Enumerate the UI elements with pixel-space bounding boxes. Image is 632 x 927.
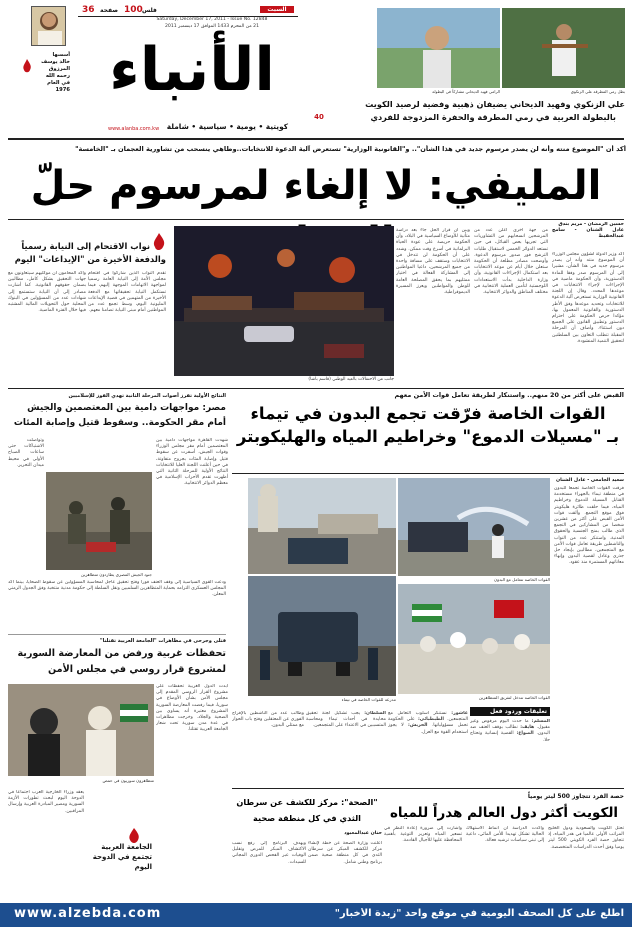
lead-headline[interactable]: المليفي: لا إلغاء لمرسوم حلّ	[30, 163, 602, 209]
egypt-column-3: ودعت القوى السياسية إلى وقف العنف فورا وفتح تحقيق عاجل لمحاسبة المسؤولين عن سقوط الضحايا، بينما أكد المجلس العسكري التزامه بحماية المتظاهرين السلميين ونقل السلطة إلى حكومة مدنية منتخبة وفق الجدول الزمني المعلن.	[8, 580, 226, 598]
left-top-icon	[152, 233, 166, 251]
bidoon-photo-1	[398, 478, 550, 576]
bidoon-caption-3: مدرعة للقوات الخاصة في تيماء	[341, 697, 396, 702]
teaser-photo-right	[502, 8, 625, 88]
lead-photo-caption: جانب من الاحتفالات بالعيد الوطني (قاسم باشا)	[308, 377, 394, 382]
bidoon-photo-3	[248, 576, 396, 696]
water-headline[interactable]: الكويت أكثر دول العالم هدراً للمياه	[389, 805, 619, 821]
egypt-syria-rule	[8, 634, 226, 635]
syria-column-1: أبدت الدول الغربية تحفظات على مشروع القرار الروسي المقدم إلى مجلس الأمن بشأن الأوضاع في سوريا، فيما رفضت المعارضة السورية المشروع معتبرة أنه يساوي بين الضحية والجلاد. وخرجت مظاهرات في عدة مدن سورية تحت شعار الجامعة العربية تقتلنا.	[156, 684, 228, 733]
bidoon-byline: سعيد الجامعي - عادل الشنان	[556, 478, 624, 483]
top-rule	[8, 138, 624, 140]
lower-rule	[232, 788, 624, 789]
lead-photo	[174, 226, 394, 376]
masthead	[0, 0, 632, 150]
bidoon-photo-4	[398, 584, 550, 694]
syria-headline-2[interactable]: لمشروع قرار روسي في مجلس الأمن	[48, 664, 226, 675]
teaser-headline-2[interactable]: بالبطولة العربية في رمي المطرقة والحفرة المزدوجة للفردي	[370, 112, 616, 122]
teaser-page-badge: 40	[314, 113, 324, 121]
founder-portrait	[31, 6, 66, 46]
bidoon-column-1: فرقت القوات الخاصة تجمعا للبدون في منطقة تيماء بالجهراء مستخدمة القنابل المسيلة للدموع وخراطيم المياه، فيما حلقت طائرة هليكوبتر فوق موقع التجمع. وألقت قوات الأمن القبض على أكثر من عشرين شخصا من المشاركين في التجمع الذي طالب بمنح الجنسية والحقوق المدنية. واستنكر عدد من النواب والناشطين طريقة تعامل قوات الأمن مع المتجمعين، مطالبين بإيجاد حل جذري وعادل لقضية البدون وإنهاء معاناتهم المستمرة منذ عقود.	[554, 486, 624, 566]
water-column-1: تحتل الكويت والسعودية ودول الخليج المراتب الأولى عالميا في هدر المياه، إذ تتجاوز حصة الفرد الكويتي 500 ليتر يوميا وفق أحدث الدراسات المتخصصة.	[548, 826, 624, 850]
water-column-2: وأكدت الدراسة أن أنماط الاستهلاك الحالية تشكل تهديدا للأمن المائي، داعية إلى تبني سياسات ترشيد فعالة.	[466, 826, 544, 844]
health-column-2: ويهدف البرنامج إلى رفع نسب الاكتشاف المبكر للمرض وتقليل الوفيات عبر الفحص الدوري المجاني للسيدات.	[232, 841, 306, 865]
date-ar: 21 من المحرم 1433 الموافق 17 ديسمبر 2011	[165, 24, 259, 29]
health-column-1: أعلنت وزارة الصحة عن خطة لإنشاء مركز للكشف المبكر عن سرطان الثدي في كل منطقة صحية ضمن برنامج وطني شامل.	[308, 841, 382, 865]
founder-note: أسسها خالد يوسف المرزوق رحمه الله في العام 1976	[41, 52, 70, 93]
bidoon-rule	[232, 473, 624, 474]
water-kicker[interactable]: حصة الفرد تتجاوز 500 ليتر يومياً	[527, 793, 624, 800]
left-top-title-1[interactable]: نواب الاقتحام إلى النيابة رسمياً	[21, 241, 150, 251]
egypt-photo	[46, 472, 152, 570]
comments-column-4: وطالب عدد من الناشطين بالإفراج الفوري عن المعتقلين وفتح باب الحوار مع ممثلي البدون.	[232, 711, 304, 729]
syria-column-2: يعقد وزراء الخارجية العرب اجتماعا في الدوحة اليوم لبحث تطورات الأزمة السورية ومصير المبادرة العربية وإرسال المراقبين.	[8, 790, 84, 814]
comments-column-3: السلطان: يجب تشكيل لجنة تحقيق محايدة في أحداث تيماء ومحاسبة المتسببين في الاعتداء على المتجمعين.	[306, 711, 386, 729]
egypt-column-2: وتواصلت الاشتباكات حتى ساعات الصباح الأولى في محيط ميدان التحرير.	[8, 438, 44, 468]
egypt-photo-caption: جنود الجيش المصري يطاردون متظاهرين	[81, 572, 152, 577]
lead-kicker[interactable]: أكد أن "الموضوع منته وأنه لن يصدر مرسوم جديد في هذا الشأن".. و"القانونية الوزارية" تستعرض آلية الدعوة للانتخابات..وطاهي ينسحب من تشاورية العجمان بـ "الخامسة"	[75, 145, 626, 153]
masthead-logo: الأنباء	[109, 35, 275, 105]
comments-title: تعليقات وردود فعل	[470, 707, 550, 716]
syria-kicker[interactable]: قتلى وجرحى في مظاهرات "الجامعة العربية تقتلنا"	[99, 638, 226, 644]
water-column-3: وأشارت إلى ضرورة إعادة النظر في تسعير المياه وتعزيز التوعية بأهمية المحافظة عليها للأجيال القادمة.	[384, 826, 462, 844]
bidoon-caption-1: القوات الخاصة تتعامل مع البدون	[494, 577, 550, 582]
lead-rule	[8, 219, 624, 220]
teaser-caption-right: بطل رمي المطرقة علي الزنكوي	[570, 89, 625, 94]
syria-side-box[interactable]: الجامعة العربية تجتمع في الدوحة اليوم	[92, 843, 152, 871]
health-headline[interactable]: الثدي في كل منطقة صحية	[253, 813, 361, 823]
bidoon-photo-2	[248, 478, 396, 574]
teaser-headline-1[interactable]: علي الزنكوي وفهيد الديحاني يضيفان ذهبية وفضية لرصيد الكويت	[365, 99, 625, 109]
egypt-column-1: شهدت القاهرة مواجهات دامية بين المعتصمين أمام مقر مجلس الوزراء وقوات الجيش، أسفرت عن سقوط قتيل وإصابة المئات بجروح متفاوتة، في حين أعلنت اللجنة العليا للانتخابات النتائج الأولية للمرحلة الثانية التي أظهرت تقدم الأحزاب الإسلامية في معظم الدوائر الانتخابية.	[156, 438, 228, 487]
site-url[interactable]: www.alanba.com.kw	[108, 126, 160, 132]
teaser-photo-left	[377, 8, 500, 88]
footer-banner[interactable]	[0, 903, 632, 927]
bidoon-caption-4: القوات الخاصة تتدخل لتفريق المتظاهرين	[478, 695, 550, 700]
lead-byline: حسين الرمضان - مريم بندق عادل الشنان - سامح عبدالحفيظ	[552, 222, 624, 240]
syria-photo	[8, 684, 154, 776]
teaser-caption-left: الرامي فهيد الديحاني مشاركاً في البطولة	[432, 89, 500, 94]
bidoon-headline-1[interactable]: القوات الخاصة فرّقت تجمع البدون في تيماء	[250, 404, 606, 423]
founder-flame-icon	[22, 58, 32, 72]
comments-column-1: المسلم: ما حدث اليوم مرفوض وغير مقبول. هايف: نطالب بوقف العنف ضد البدون. الصواغ: القضية إنسانية وتحتاج حلا.	[470, 719, 550, 743]
footer-slogan[interactable]: اطلع على كل الصحف اليومية في موقع واحد "زبدة الأخبار"	[334, 908, 624, 919]
footer-site[interactable]: www.alzebda.com	[14, 906, 162, 921]
bidoon-headline-2[interactable]: بـ "مسيلات الدموع" وخراطيم المياه والهليكوبتر	[236, 427, 620, 446]
left-top-column-2: وأكد المحامون أن موكليهم سيتعاونون مع جهات التحقيق بشكل كامل، مطالبين بضمان حقوقهم القانونية. كما أشارت مصادر إلى أن النيابة ستستمع إلى شهادات عدد من المسؤولين في البنوك المحلية حول التحويلات المالية المشتبه فيها خلال الفترة الماضية.	[8, 271, 86, 314]
issue-info-bar: 36 صفحة 100 فلس السبت	[78, 6, 298, 15]
syria-photo-caption: متظاهرون سوريون في حمص	[102, 778, 154, 783]
health-kicker[interactable]: "الصحة": مركز للكشف عن سرطان	[236, 797, 378, 807]
egypt-kicker[interactable]: النتائج الأولية تفرز أصوات المرحلة الثانية تهدي الفوز للإسلاميين	[68, 393, 226, 399]
lead-column-3: وبين أن قرار الحل جاء بعد دراسة متأنية للأوضاع السياسية في البلاد، وأن الحكومة حريصة على عودة الحياة البرلمانية في أسرع وقت ممكن. وشدد على أن الحكومة لن تتدخل في الانتخابات وستقف على مسافة واحدة من جميع المرشحين، داعيا المواطنين إلى المشاركة الفعالة في اختيار ممثليهم بما يحقق المصلحة العامة للوطن والمواطنين ويعزز المسيرة الديموقراطية.	[396, 228, 470, 296]
date-en: Saturday, December 17, 2011 - Issue No. 12848	[156, 17, 268, 22]
egypt-headline-1[interactable]: مصر: مواجهات دامية بين المعتصمين والجيش	[27, 403, 226, 413]
lead-column-1: أكد وزير الدولة لشؤون مجلس الوزراء أن الموضوع منته وأنه لن يصدر مرسوم جديد في هذا الشأن، مشيرا إلى أن المرسوم صدر وفقا للمادة الدستورية، وأن الحكومة ماضية في الإجراءات لإجراء الانتخابات في موعدها المحدد. وقال إن اللجنة القانونية الوزارية تستعرض آلية الدعوة للانتخابات وتحديد موعدها وفق الأطر الدستورية والقانونية المعمول بها، مؤكدا حرص الحكومة على احترام الدستور وتطبيق القانون على الجميع دون استثناء. وأضاف أن المرحلة المقبلة تتطلب التعاون بين السلطتين لتحقيق التنمية المنشودة.	[552, 252, 624, 344]
health-byline: حنان عبدالمعبود	[344, 831, 382, 836]
lead-column-2: من جهة أخرى أعلن عدد من المرشحين انسحابهم من التشاوريات التي تجريها بعض القبائل، في حين تستعد الدوائر الخمس لاستقبال طلبات الترشح فور صدور مرسوم الدعوة. وأوضحت مصادر مطلعة أن الحكومة ستعلن خلال أيام عن موعد الانتخابات بعد استكمال الإجراءات القانونية، وأن وزارة الداخلية بدأت الاستعدادات اللوجستية لتأمين العملية الانتخابية في مختلف المناطق والدوائر الانتخابية.	[474, 228, 548, 296]
left-top-title-2[interactable]: والدفعة الأخيرة من "الإيداعات" اليوم	[14, 254, 166, 264]
comments-column-2: عاشور: نستنكر أسلوب التعامل مع المتجمعين. الطبطبائي: على الحكومة تحمل مسؤولياتها. الحربش: لا يجوز استخدام القوة مع العزل.	[388, 711, 468, 735]
egypt-headline-2[interactable]: أمام مقر الحكومة.. وسقوط قتيل وإصابة المئات	[13, 418, 226, 428]
mid-rule	[8, 388, 624, 389]
left-top-column-1: تقدم النواب الذين شاركوا في اقتحام مجلس الأمة إلى النيابة العامة رسميا لمواجهة الاتهامات الموجهة إليهم، فيما تستكمل النيابة تحقيقاتها مع الدفعة الأخيرة من المتهمين في قضية الإيداعات المليونية اليوم، وسط تجمع عدد من المواطنين أمام مبنى النيابة تضامنا معهم.	[88, 271, 166, 314]
syria-headline-1[interactable]: تحفظات غربية ورفض من المعارضة السورية	[17, 648, 226, 659]
sections-line: كويتية • يومية • سياسية • شاملة	[166, 122, 288, 131]
bidoon-kicker[interactable]: القبض على أكثر من 20 منهم.. واستنكار لطريقة تعامل قوات الأمن معهم	[394, 391, 624, 399]
